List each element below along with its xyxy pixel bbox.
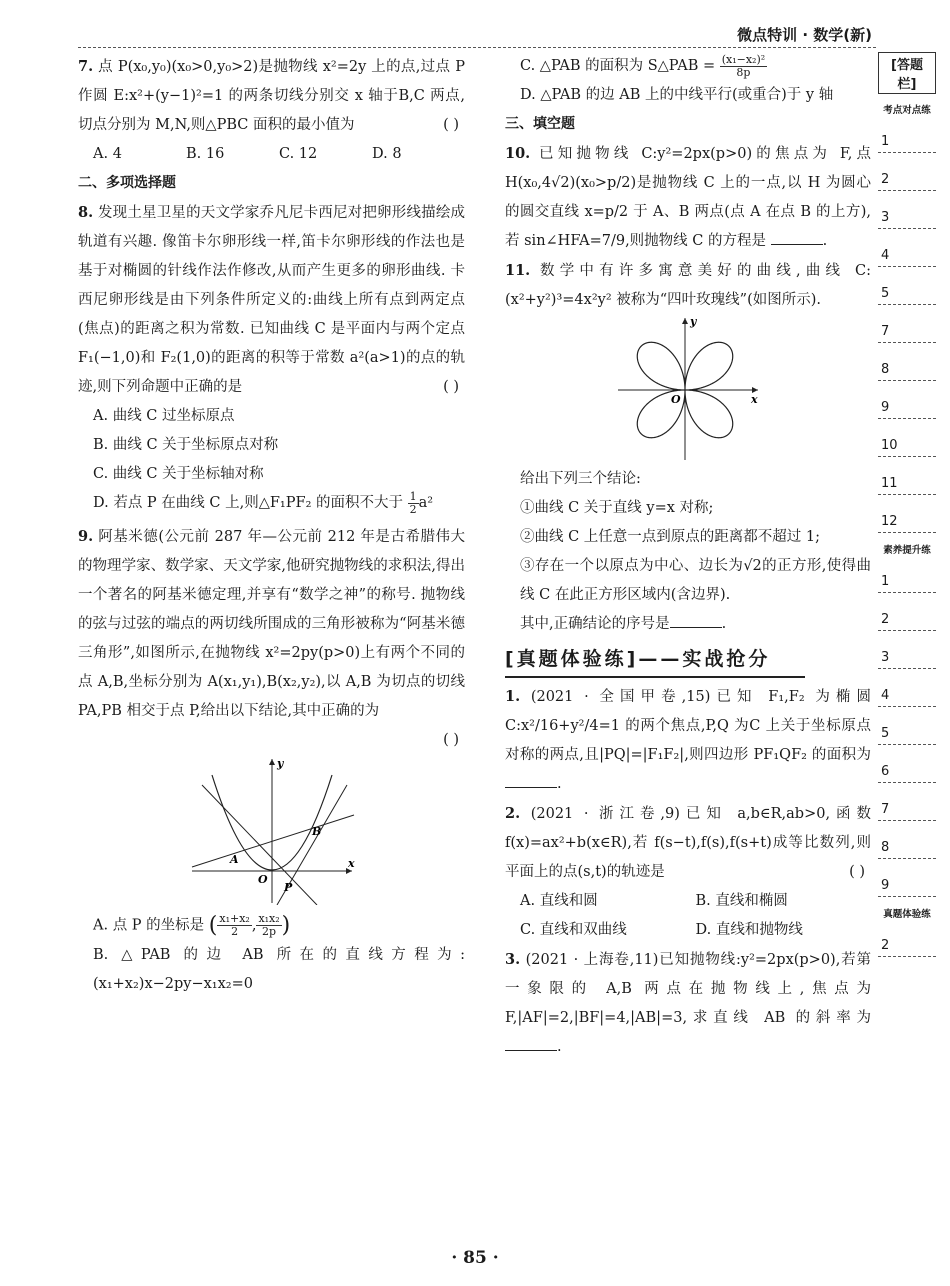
paren-close-glyph: )	[281, 913, 291, 938]
option-d-text: D. 若点 P 在曲线 C 上,则△F₁PF₂ 的面积不大于	[93, 495, 403, 511]
answer-slot-number: 9	[881, 400, 890, 415]
question-text: (2021 · 浙江卷,9)已知 a,b∈R,ab>0,函数 f(x)=ax²+b(x∈R),若 f(s−t),f(s),f(s+t)成等比数列,则平面上的点(s,t)的轨迹是	[505, 806, 871, 880]
question-number: 7.	[78, 58, 94, 75]
answer-slot[interactable]	[878, 238, 936, 276]
option-b[interactable]: B. 直线和椭圆	[695, 893, 788, 909]
answer-slot[interactable]	[878, 352, 936, 390]
fraction	[408, 491, 419, 516]
q9-option-d[interactable]: D. △PAB 的边 AB 上的中线平行(或重合)于 y 轴	[520, 87, 834, 103]
parabola-tangent-figure	[182, 755, 362, 905]
question-number: 3.	[505, 951, 521, 968]
answer-slot-number: 8	[881, 362, 890, 377]
answer-slot[interactable]	[878, 428, 936, 466]
answer-paren: ( )	[849, 864, 865, 880]
sidebar-section-1: 考点对点练	[883, 105, 931, 116]
sidebar-items-1	[878, 124, 936, 542]
sidebar-items-3	[878, 928, 936, 966]
origin-label: O	[257, 873, 268, 886]
answer-slot-number: 3	[881, 210, 890, 225]
sidebar-title: [答题栏]	[878, 52, 936, 94]
answer-slot-number: 3	[881, 650, 890, 665]
four-leaf-rose-figure	[613, 315, 763, 465]
option-c[interactable]: C. 直线和双曲线	[520, 922, 627, 938]
answer-slot-number: 9	[881, 878, 890, 893]
q9-option-a[interactable]: A. 点 P 的坐标是 ( $\frac{\text{x₁+x₂}}{2}$ , $\frac{\text{x₁x₂}}{2p}$ )	[93, 912, 291, 938]
fraction-numerator: x₁x₂	[258, 912, 280, 925]
answer-slot-number: 7	[881, 324, 890, 339]
answer-slot[interactable]	[878, 792, 936, 830]
fraction-denominator: 8p	[736, 65, 751, 79]
question-number: 2.	[505, 805, 521, 822]
ask-text: 其中,正确结论的序号是	[520, 616, 670, 632]
right-column	[505, 52, 871, 1062]
option-c[interactable]: C. 曲线 C 关于坐标轴对称	[93, 466, 264, 482]
answer-slot-number: 2	[881, 938, 890, 953]
answer-paren: ( )	[443, 117, 459, 133]
point-p-label: P	[283, 881, 292, 894]
section-heading-fill: 三、填空题	[505, 116, 575, 132]
question-10: 10. 已知抛物线 C:y²=2px(p>0)的焦点为 F,点 H(x₀,4√2)(x₀>p/2)是抛物线 C 上的一点,以 H 为圆心的圆交直线 x=p/2 于 A、B 两点(点 A 在点 B 的上方),若 sin∠HFA=7/9,则抛物线 C 的方程是 .	[505, 145, 872, 249]
y-axis-arrow	[269, 759, 275, 765]
point-a-label: A	[229, 853, 239, 866]
real-q2-options-row1	[505, 887, 871, 916]
answer-slot-number: 5	[881, 726, 890, 741]
fraction-numerator: 1	[409, 489, 417, 503]
option-a[interactable]: A. 4	[93, 146, 122, 162]
question-text: (2021 · 全国甲卷,15)已知 F₁,F₂ 为椭圆 C:x²/16+y²/4=1 的两个焦点,P,Q 为C 上关于坐标原点对称的两点,且|PQ|=|F₁F₂|,则四边形 PF₁QF₂ 的面积为	[505, 689, 871, 763]
answer-slot-number: 1	[881, 134, 890, 149]
answer-paren: ( )	[443, 379, 459, 395]
q9-option-b[interactable]: B. △PAB 的边 AB 所在的直线方程为:(x₁+x₂)x−2py−x₁x₂=0	[93, 946, 465, 992]
answer-slot[interactable]	[878, 830, 936, 868]
fraction-numerator: (x₁−x₂)²	[721, 52, 766, 66]
answer-blank[interactable]	[505, 774, 557, 788]
y-axis-arrow	[682, 318, 688, 324]
option-c[interactable]: C. 12	[279, 146, 318, 162]
answer-slot[interactable]	[878, 868, 936, 906]
option-d[interactable]	[78, 489, 465, 518]
answer-slot[interactable]	[878, 314, 936, 352]
section-heading-multi: 二、多项选择题	[78, 175, 176, 191]
answer-slot[interactable]	[878, 754, 936, 792]
answer-slot-number: 5	[881, 286, 890, 301]
q11-ask: 其中,正确结论的序号是 .	[520, 616, 727, 632]
sidebar-section-3: 真题体验练	[883, 909, 931, 920]
left-column	[78, 52, 465, 999]
answer-blank[interactable]	[670, 614, 722, 628]
q11-intro: 给出下列三个结论:	[520, 471, 641, 487]
sidebar-items-2	[878, 564, 936, 906]
real-question-3: 3. (2021 · 上海卷,11)已知抛物线:y²=2px(p>0),若第一象限的 A,B 两点在抛物线上,焦点为 F,|AF|=2,|BF|=4,|AB|=3,求直线 AB 的斜率为 .	[505, 951, 872, 1055]
page-header	[78, 22, 876, 48]
fraction-denominator: 2p	[262, 925, 277, 938]
answer-slot[interactable]	[878, 504, 936, 542]
question-8	[78, 198, 465, 402]
real-exam-banner: [真题体验练]——实战抢分	[505, 645, 805, 678]
answer-slot[interactable]	[878, 564, 936, 602]
option-a[interactable]: A. 曲线 C 过坐标原点	[93, 408, 235, 424]
question-text: 已知抛物线 C:y²=2px(p>0)的焦点为 F,点 H(x₀,4√2)(x₀>p/2)是抛物线 C 上的一点,以 H 为圆心的圆交直线 x=p/2 于 A、B 两点(点 A 在点 B 的上方),若 sin∠HFA=7/9,则抛物线 C 的方程是	[505, 146, 872, 249]
option-a[interactable]: A. 直线和圆	[520, 893, 598, 909]
answer-slot-number: 10	[881, 438, 898, 453]
y-axis-label: y	[690, 315, 697, 328]
fraction-denominator: 2	[231, 925, 239, 938]
paren-open-glyph: (	[208, 913, 218, 938]
answer-slot-number: 2	[881, 172, 890, 187]
q7-options	[78, 140, 465, 169]
question-9	[78, 522, 465, 726]
answer-slot[interactable]	[878, 678, 936, 716]
real-q2-options-row2	[505, 916, 871, 945]
answer-sidebar	[878, 52, 936, 966]
answer-slot-number: 2	[881, 612, 890, 627]
option-d[interactable]: D. 8	[372, 146, 402, 162]
q9-option-c[interactable]	[505, 52, 871, 81]
y-axis-label: y	[276, 757, 283, 770]
option-d-tail: a²	[418, 495, 434, 511]
header-title: 微点特训 · 数学(新)	[737, 26, 872, 44]
origin-label: O	[671, 393, 681, 406]
question-number: 1.	[505, 688, 521, 705]
answer-slot[interactable]	[878, 640, 936, 678]
answer-blank[interactable]	[771, 231, 823, 245]
x-axis-label: x	[347, 857, 355, 870]
q11-conclusion-3: ③存在一个以原点为中心、边长为√2的正方形,使得曲线 C 在此正方形区域内(含边界).	[520, 558, 871, 603]
q11-conclusion-2: ②曲线 C 上任意一点到原点的距离都不超过 1;	[520, 529, 821, 545]
answer-slot-number: 12	[881, 514, 898, 529]
fraction-numerator: x₁+x₂	[219, 912, 250, 925]
answer-slot-number: 4	[881, 248, 890, 263]
question-number: 11.	[505, 262, 531, 279]
question-text: 数学中有许多寓意美好的曲线,曲线 C:(x²+y²)³=4x²y² 被称为“四叶玫瑰线”(如图所示).	[505, 263, 872, 308]
option-c-text: C. △PAB 的面积为 S△PAB =	[520, 58, 716, 74]
answer-slot[interactable]	[878, 276, 936, 314]
answer-paren: ( )	[443, 732, 459, 748]
question-text: 阿基米德(公元前 287 年—公元前 212 年是古希腊伟大的物理学家、数学家、天文学家,他研究抛物线的求积法,得出一个著名的阿基米德定理,并享有“数学之神”的称号. 抛物线的弦与过弦的端点的两切线所围成的三角形被称为“阿基米德三角形”,如图所示,在抛物线 x²=2py(p>0)上有两个不同的点 A,B,坐标分别为 A(x₁,y₁),B(x₂,y₂),以 A,B 为切点的切线 PA,PB 相交于点 P,给出以下结论,其中正确的为	[78, 529, 465, 719]
answer-slot[interactable]	[878, 466, 936, 504]
page-number: · 85 ·	[451, 1248, 499, 1268]
question-number: 8.	[78, 204, 94, 221]
real-question-1: 1. (2021 · 全国甲卷,15)已知 F₁,F₂ 为椭圆 C:x²/16+y²/4=1 的两个焦点,P,Q 为C 上关于坐标原点对称的两点,且|PQ|=|F₁F₂|,则四边形 PF₁QF₂ 的面积为 .	[505, 688, 871, 792]
fraction-denominator: 2	[409, 502, 417, 516]
answer-slot[interactable]	[878, 716, 936, 754]
question-text: 点 P(x₀,y₀)(x₀>0,y₀>2)是抛物线 x²=2y 上的点,过点 P 作圆 E:x²+(y−1)²=1 的两条切线分别交 x 轴于B,C 两点,切点分别为 M,N,则△PBC 面积的最小值为	[78, 59, 465, 133]
point-b-label: B	[311, 825, 321, 838]
option-a-text: A. 点 P 的坐标是	[93, 917, 205, 934]
question-number: 9.	[78, 528, 94, 545]
answer-slot-number: 4	[881, 688, 890, 703]
answer-blank[interactable]	[505, 1037, 557, 1051]
x-axis-label: x	[751, 393, 758, 406]
option-b[interactable]: B. 曲线 C 关于坐标原点对称	[93, 437, 279, 453]
answer-slot-number: 1	[881, 574, 890, 589]
question-7	[78, 52, 465, 140]
q11-conclusion-1: ①曲线 C 关于直线 y=x 对称;	[520, 500, 714, 516]
question-text: 发现土星卫星的天文学家乔凡尼卡西尼对把卵形线描绘成轨道有兴趣. 像笛卡尔卵形线一样,笛卡尔卵形线的作法也是基于对椭圆的针线作法作修改,从而产生更多的卵形曲线. 卡西尼卵形线是由下列条件所定义的:曲线上所有点到两定点(焦点)的距离之积为常数. 已知曲线 C 是平面内与两个定点 F₁(−1,0)和 F₂(1,0)的距离的积等于常数 a²(a>1)的点的轨迹,则下列命题中正确的是	[78, 205, 466, 395]
answer-slot[interactable]	[878, 390, 936, 428]
answer-slot[interactable]	[878, 602, 936, 640]
question-11	[505, 256, 871, 315]
fraction	[217, 913, 251, 938]
answer-slot-number: 7	[881, 802, 890, 817]
fraction	[720, 54, 767, 79]
question-number: 10.	[505, 145, 531, 162]
option-d[interactable]: D. 直线和抛物线	[695, 922, 803, 938]
real-question-2	[505, 799, 871, 887]
answer-slot[interactable]	[878, 928, 936, 966]
option-b[interactable]: B. 16	[186, 146, 225, 162]
answer-slot[interactable]	[878, 200, 936, 238]
answer-slot[interactable]	[878, 162, 936, 200]
answer-slot-number: 8	[881, 840, 890, 855]
question-text: (2021 · 上海卷,11)已知抛物线:y²=2px(p>0),若第一象限的 A,B 两点在抛物线上,焦点为 F,|AF|=2,|BF|=4,|AB|=3,求直线 AB 的斜率为	[505, 952, 872, 1026]
sidebar-section-2: 素养提升练	[883, 545, 931, 556]
fraction	[256, 913, 281, 938]
answer-slot-number: 6	[881, 764, 890, 779]
answer-slot-number: 11	[881, 476, 898, 491]
answer-slot[interactable]	[878, 124, 936, 162]
